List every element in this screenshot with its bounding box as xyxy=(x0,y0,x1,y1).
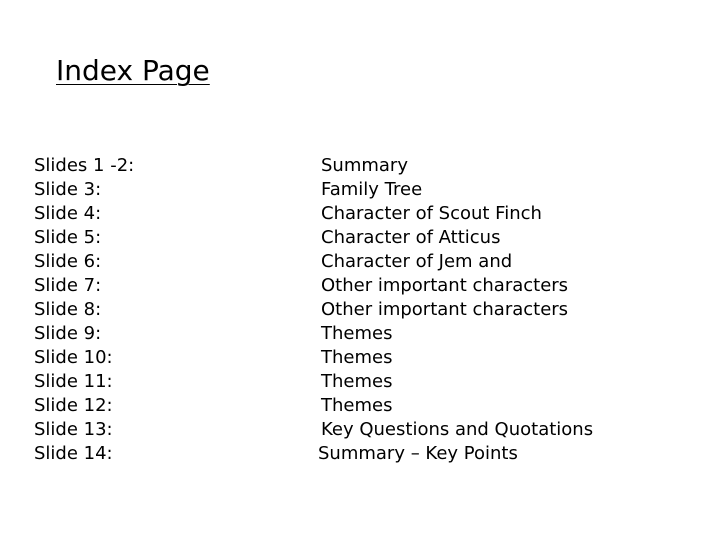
slide-number: Slide 11: xyxy=(34,371,113,392)
slide-topic: Other important characters xyxy=(321,275,569,296)
slide-topic: Themes xyxy=(321,371,393,392)
slide-number: Slide 9: xyxy=(34,323,102,344)
slide-topic: Summary – Key Points xyxy=(318,443,518,464)
slide-topic: Family Tree xyxy=(321,179,423,200)
slide-number: Slide 10: xyxy=(34,347,113,368)
slide-topic: Character of Scout Finch xyxy=(321,203,542,224)
slide-number: Slides 1 -2: xyxy=(34,155,135,176)
slide-number: Slide 13: xyxy=(34,419,113,440)
slide-number: Slide 5: xyxy=(34,227,102,248)
slide-number: Slide 3: xyxy=(34,179,102,200)
slide-topic: Themes xyxy=(321,347,393,368)
slide-topic: Character of Jem and xyxy=(321,251,513,272)
slide-topic: Key Questions and Quotations xyxy=(321,419,594,440)
slide-number: Slide 14: xyxy=(34,443,113,464)
slide-topic: Themes xyxy=(321,395,393,416)
slide-number: Slide 7: xyxy=(34,275,102,296)
slide-topic: Themes xyxy=(321,323,393,344)
slide-number: Slide 6: xyxy=(34,251,102,272)
slide-topic: Character of Atticus xyxy=(321,227,501,248)
slide-number: Slide 12: xyxy=(34,395,113,416)
slide-number: Slide 8: xyxy=(34,299,102,320)
slide-topic: Other important characters xyxy=(321,299,569,320)
slide-topic: Summary xyxy=(321,155,408,176)
slide-number: Slide 4: xyxy=(34,203,102,224)
page-title: Index Page xyxy=(56,54,210,87)
